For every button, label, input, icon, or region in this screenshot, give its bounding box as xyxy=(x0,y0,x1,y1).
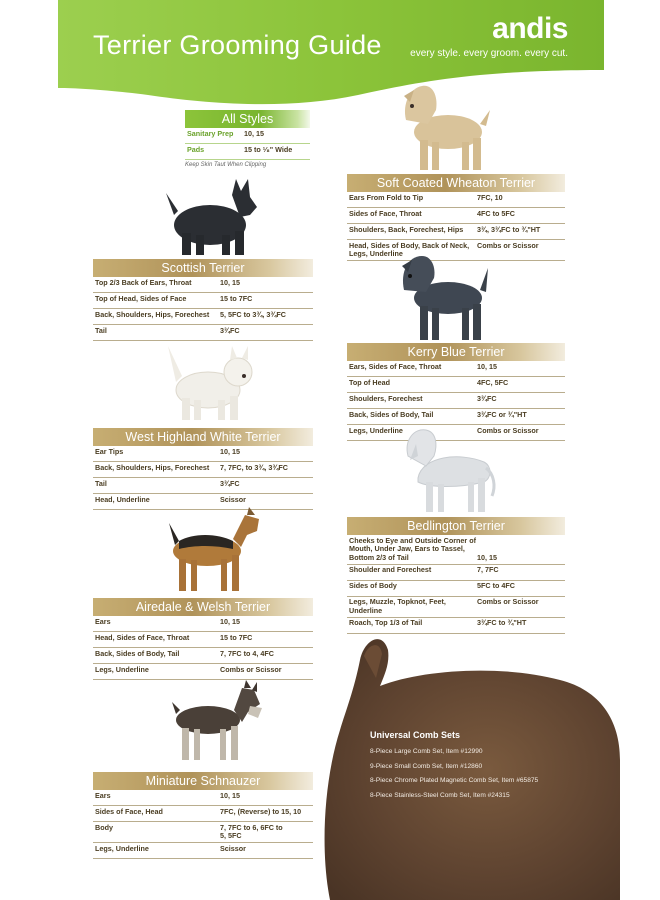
row-value: 10, 15 xyxy=(220,446,240,456)
row-value: Scissor xyxy=(220,843,246,853)
row-label: Shoulders, Forechest xyxy=(349,393,423,403)
row-label: Back, Sides of Body, Tail xyxy=(349,409,434,419)
table-row xyxy=(93,325,313,341)
row-label: Ears From Fold to Tip xyxy=(349,192,424,202)
table-row xyxy=(347,393,565,409)
bedlington-terrier-image xyxy=(400,426,505,516)
table-row xyxy=(93,790,313,806)
table-row xyxy=(93,277,313,293)
row-value: 10, 15 xyxy=(220,277,240,287)
table-row xyxy=(93,446,313,462)
row-label: Legs, Underline xyxy=(95,843,149,853)
row-value: 3¾FC xyxy=(477,393,497,403)
all-styles-table xyxy=(185,128,310,160)
row-value: 3¾FC xyxy=(220,478,240,488)
row-label: Head, Underline xyxy=(95,494,150,504)
row-value: 3¾FC xyxy=(220,325,240,335)
row-label: Shoulder and Forechest xyxy=(349,565,432,574)
row-label: Sides of Body xyxy=(349,581,397,590)
row-value: 3¾FC to ¾"HT xyxy=(477,618,527,627)
row-label: Sanitary Prep xyxy=(187,128,234,138)
row-label: Ears xyxy=(95,790,111,800)
section-title: Kerry Blue Terrier xyxy=(347,343,565,361)
row-value: 15 to 7FC xyxy=(220,632,253,642)
miniature-schnauzer-image xyxy=(160,678,265,766)
row-label: Legs, Underline xyxy=(95,664,149,674)
table-row xyxy=(93,309,313,325)
section-title: Soft Coated Wheaton Terrier xyxy=(347,174,565,192)
clipping-note: Keep Skin Taut When Clipping xyxy=(185,162,267,168)
row-value: 7, 7FC, to 3¾, 3¾FC xyxy=(220,462,288,472)
row-label: Ear Tips xyxy=(95,446,124,456)
row-value: Combs or Scissor xyxy=(477,597,539,606)
airedale-terrier-image xyxy=(155,505,265,597)
table-row xyxy=(347,377,565,393)
row-value: Combs or Scissor xyxy=(477,240,539,250)
row-label: Sides of Face, Throat xyxy=(349,208,422,218)
row-value: Combs or Scissor xyxy=(220,664,282,674)
section-title: Miniature Schnauzer xyxy=(93,772,313,790)
row-value: 10, 15 xyxy=(220,790,240,800)
row-value: 10, 15 xyxy=(477,552,497,562)
row-label: Top of Head, Sides of Face xyxy=(95,293,187,303)
row-value: 7, 7FC xyxy=(477,565,499,574)
bedlington-table xyxy=(347,535,565,634)
table-row xyxy=(347,361,565,377)
row-value: 3¾FC or ¾"HT xyxy=(477,409,527,419)
row-value: 3¾, 3¾FC to ¾"HT xyxy=(477,224,541,234)
table-row xyxy=(347,224,565,240)
table-row xyxy=(93,822,313,843)
table-row xyxy=(93,462,313,478)
bedlington-section xyxy=(347,517,565,634)
table-row xyxy=(347,597,565,618)
section-title: Airedale & Welsh Terrier xyxy=(93,598,313,616)
schnauzer-section xyxy=(93,772,313,859)
header-banner xyxy=(58,0,604,115)
row-label: Ears, Sides of Face, Throat xyxy=(349,361,442,371)
table-row xyxy=(347,409,565,425)
row-label: Back, Shoulders, Hips, Forechest xyxy=(95,309,210,319)
row-value: 7, 7FC to 4, 4FC xyxy=(220,648,274,658)
row-label: Head, Sides of Face, Throat xyxy=(95,632,190,642)
comb-set-item: 9-Piece Small Comb Set, Item #12860 xyxy=(370,762,483,770)
row-value: 15 to ¹⁄₈" Wide xyxy=(244,144,293,154)
table-row xyxy=(93,806,313,822)
table-row xyxy=(93,293,313,309)
table-row xyxy=(347,581,565,597)
page-title: Terrier Grooming Guide xyxy=(93,30,382,60)
row-value: Combs or Scissor xyxy=(477,425,539,435)
west-highland-terrier-image xyxy=(160,342,260,427)
row-value: 10, 15 xyxy=(244,128,264,138)
table-row xyxy=(93,843,313,859)
row-label: Top 2/3 Back of Ears, Throat xyxy=(95,277,192,287)
section-title: All Styles xyxy=(185,110,310,128)
comb-sets-title: Universal Comb Sets xyxy=(370,730,461,740)
row-value: 7, 7FC to 6, 6FC to 5, 5FC xyxy=(220,822,283,840)
table-row xyxy=(93,616,313,632)
wheaten-terrier-image xyxy=(392,80,502,175)
row-value: 4FC to 5FC xyxy=(477,208,515,218)
row-value: 5FC to 4FC xyxy=(477,581,515,590)
row-label: Cheeks to Eye and Outside Corner of Mouth, Under Jaw, Ears to Tassel, Bottom 2/3 of Tail xyxy=(349,535,477,562)
row-label: Legs, Underline xyxy=(349,425,403,435)
airedale-table xyxy=(93,616,313,680)
row-label: Top of Head xyxy=(349,377,390,387)
table-row xyxy=(93,632,313,648)
kerry-blue-terrier-image xyxy=(392,252,502,344)
table-row xyxy=(93,648,313,664)
row-label: Body xyxy=(95,822,113,832)
comb-sets-panel xyxy=(370,730,538,803)
brand-tagline: every style. every groom. every cut. xyxy=(410,48,568,59)
scottish-terrier-section xyxy=(93,259,313,341)
row-label: Sides of Face, Head xyxy=(95,806,163,816)
west-highland-section xyxy=(93,428,313,510)
row-label: Legs, Muzzle, Topknot, Feet, Underline xyxy=(349,597,446,615)
schnauzer-table xyxy=(93,790,313,859)
row-label: Roach, Top 1/3 of Tail xyxy=(349,618,423,627)
table-row xyxy=(347,208,565,224)
row-value: 7FC, (Reverse) to 15, 10 xyxy=(220,806,302,816)
row-label: Pads xyxy=(187,144,205,154)
comb-set-item: 8-Piece Large Comb Set, Item #12990 xyxy=(370,748,483,755)
row-value: 7FC, 10 xyxy=(477,192,503,202)
section-title: Bedlington Terrier xyxy=(347,517,565,535)
airedale-section xyxy=(93,598,313,680)
table-row xyxy=(347,535,565,565)
brand-logo: andis xyxy=(492,12,568,45)
row-value: 15 to 7FC xyxy=(220,293,253,303)
section-title: Scottish Terrier xyxy=(93,259,313,277)
row-label: Shoulders, Back, Forechest, Hips xyxy=(349,224,464,234)
wheaten-table xyxy=(347,192,565,261)
table-row xyxy=(347,192,565,208)
scottish-terrier-image xyxy=(160,175,260,260)
row-value: 4FC, 5FC xyxy=(477,377,509,387)
row-label: Tail xyxy=(95,325,107,335)
table-row xyxy=(185,144,310,160)
row-label: Tail xyxy=(95,478,107,488)
row-value: Scissor xyxy=(220,494,246,504)
row-label: Head, Sides of Body, Back of Neck, Legs, Underline xyxy=(349,240,470,258)
row-value: 5, 5FC to 3¾, 3¾FC xyxy=(220,309,286,319)
row-label: Back, Shoulders, Hips, Forechest xyxy=(95,462,210,472)
comb-set-item: 8-Piece Stainless-Steel Comb Set, Item #24315 xyxy=(370,791,510,799)
all-styles-section xyxy=(185,110,310,168)
table-row xyxy=(347,565,565,581)
west-highland-table xyxy=(93,446,313,510)
table-row xyxy=(93,478,313,494)
table-row xyxy=(185,128,310,144)
comb-set-item: 8-Piece Chrome Plated Magnetic Comb Set, Item #65875 xyxy=(370,777,539,784)
wheaten-section xyxy=(347,174,565,261)
section-title: West Highland White Terrier xyxy=(93,428,313,446)
row-label: Ears xyxy=(95,616,111,626)
scottish-terrier-table xyxy=(93,277,313,341)
row-value: 10, 15 xyxy=(220,616,240,626)
row-value: 10, 15 xyxy=(477,361,497,371)
row-label: Back, Sides of Body, Tail xyxy=(95,648,180,658)
